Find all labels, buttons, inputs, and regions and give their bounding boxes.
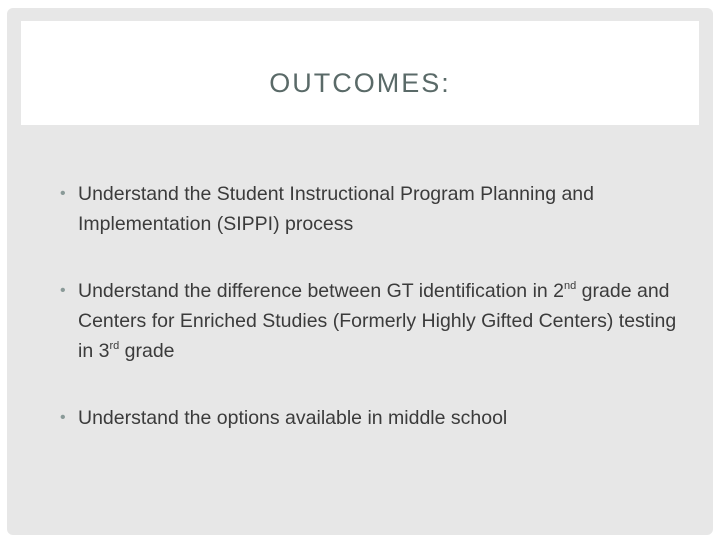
title-box bbox=[21, 21, 699, 125]
slide bbox=[7, 8, 713, 535]
bullet-text bbox=[78, 280, 676, 362]
bullet-item bbox=[59, 179, 679, 239]
bullet-text: Understand the Student Instructional Program Planning and Implementation (SIPPI) process bbox=[78, 183, 594, 235]
bullet-item bbox=[59, 276, 679, 366]
bullet-icon: • bbox=[60, 282, 66, 299]
bullet-item bbox=[59, 403, 679, 433]
bullet-icon: • bbox=[60, 185, 66, 202]
bullet-text-part: grade bbox=[119, 340, 175, 362]
bullet-text: Understand the options available in middle school bbox=[78, 407, 508, 429]
superscript: rd bbox=[109, 339, 120, 352]
bullet-text-part: Understand the difference between GT identification in 2 bbox=[78, 280, 565, 302]
bullet-text-part: grade and Centers for Enriched Studies (Formerly Highly Gifted Centers) testing in 3 bbox=[78, 280, 677, 362]
superscript: nd bbox=[564, 279, 577, 292]
slide-title: OUTCOMES: bbox=[269, 68, 451, 98]
bullet-icon: • bbox=[60, 409, 66, 426]
bullet-list bbox=[59, 179, 679, 470]
